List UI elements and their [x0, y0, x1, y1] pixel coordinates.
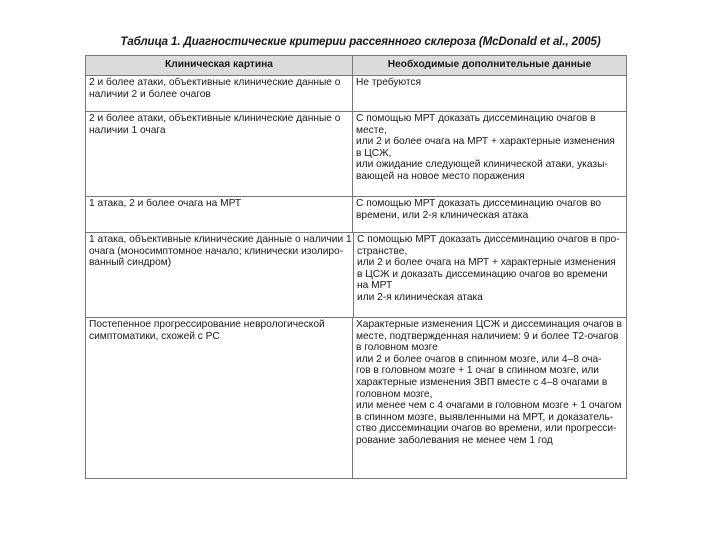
cell-text-line: на МРТ — [357, 280, 393, 292]
cell-text-line: или ожидание следующей клинической атаки, указы- — [356, 159, 608, 171]
diagnostic-criteria-table — [85, 55, 627, 479]
cell-text-line: или 2-я клиническая атака — [357, 291, 483, 303]
additional-data-cell — [353, 76, 626, 111]
additional-data-cell — [354, 233, 626, 317]
cell-text-line: Не требуются — [356, 77, 422, 88]
additional-data-cell — [353, 112, 626, 196]
cell-text-line: 2 и более атаки, объективные клинические данные о — [89, 113, 341, 124]
table-row — [86, 111, 626, 196]
cell-text-line: месте, — [356, 124, 387, 136]
cell-text-line: времени, или 2-я клиническая атака — [356, 209, 529, 221]
cell-text-line: симптоматики, схожей с РС — [89, 330, 220, 342]
table-row — [86, 196, 626, 232]
cell-text-line: наличии 2 и более очагов — [89, 88, 211, 100]
cell-text-line: месте, подтвержденная наличием: 9 и более Т2-очагов — [356, 330, 619, 342]
clinical-picture-cell — [86, 112, 353, 196]
cell-text-line: головном мозге, — [356, 388, 433, 400]
header-clinical-picture: Клиническая картина — [86, 56, 353, 75]
table-row — [86, 232, 626, 317]
cell-text-line: 2 и более атаки, объективные клинические данные о — [89, 77, 341, 88]
cell-text-line: наличии 1 очага — [89, 124, 166, 136]
additional-data-cell — [353, 318, 626, 478]
cell-text-line: С помощью МРТ доказать диссеминацию очагов в про- — [357, 234, 620, 245]
cell-text-line: или 2 и более очагов в спинном мозге, или 4–8 оча- — [356, 353, 602, 365]
cell-text-line: странстве, — [357, 245, 408, 257]
cell-text-line: ство диссеминации очагов во времени, или прогресси- — [356, 423, 617, 435]
cell-text-line: ванный синдром) — [89, 257, 172, 269]
table-row — [86, 75, 626, 111]
cell-text-line: очага (моносимптомное начало; клинически изолиро- — [89, 245, 344, 257]
cell-text-line: характерные изменения ЗВП вместе с 4–8 очагами в — [356, 376, 608, 388]
clinical-picture-cell — [86, 197, 353, 232]
table-row — [86, 317, 626, 478]
table-header-row — [86, 56, 626, 75]
clinical-picture-cell — [86, 76, 353, 111]
cell-text-line: гов в головном мозге + 1 очаг в спинном мозге, или — [356, 365, 599, 377]
cell-text-line: Характерные изменения ЦСЖ и диссеминация очагов в — [356, 319, 622, 330]
clinical-picture-cell — [86, 233, 354, 317]
cell-text-line: 1 атака, объективные клинические данные о наличии 1 — [89, 234, 352, 245]
cell-text-line: С помощью МРТ доказать диссеминацию очагов во — [356, 198, 602, 209]
cell-text-line: в спинном мозге, выявленными на МРТ, и доказатель- — [356, 411, 614, 423]
cell-text-line: в головном мозге — [356, 342, 438, 354]
cell-text-line: в ЦСЖ и доказать диссеминацию очагов во времени — [357, 268, 608, 280]
table-caption: Таблица 1. Диагностические критерии рассеянного склероза (McDonald et al., 2005) — [120, 36, 601, 48]
cell-text-line: или 2 и более очага на МРТ + характерные изменения — [357, 257, 616, 269]
cell-text-line: Постепенное прогрессирование неврологической — [89, 319, 325, 330]
header-additional-data: Необходимые дополнительные данные — [387, 59, 592, 70]
cell-text-line: или 2 и более очага на МРТ + характерные изменения — [356, 136, 615, 148]
clinical-picture-cell — [86, 318, 353, 478]
cell-text-line: С помощью МРТ доказать диссеминацию очагов в — [356, 113, 596, 124]
cell-text-line: вающей на новое место поражения — [356, 170, 525, 182]
cell-text-line: рование заболевания не менее чем 1 год — [356, 434, 553, 446]
cell-text-line: 1 атака, 2 и более очага на МРТ — [89, 198, 242, 209]
cell-text-line: или менее чем с 4 очагами в головном мозге + 1 очагом — [356, 400, 622, 412]
additional-data-cell — [353, 197, 626, 232]
cell-text-line: в ЦСЖ, — [356, 147, 392, 159]
